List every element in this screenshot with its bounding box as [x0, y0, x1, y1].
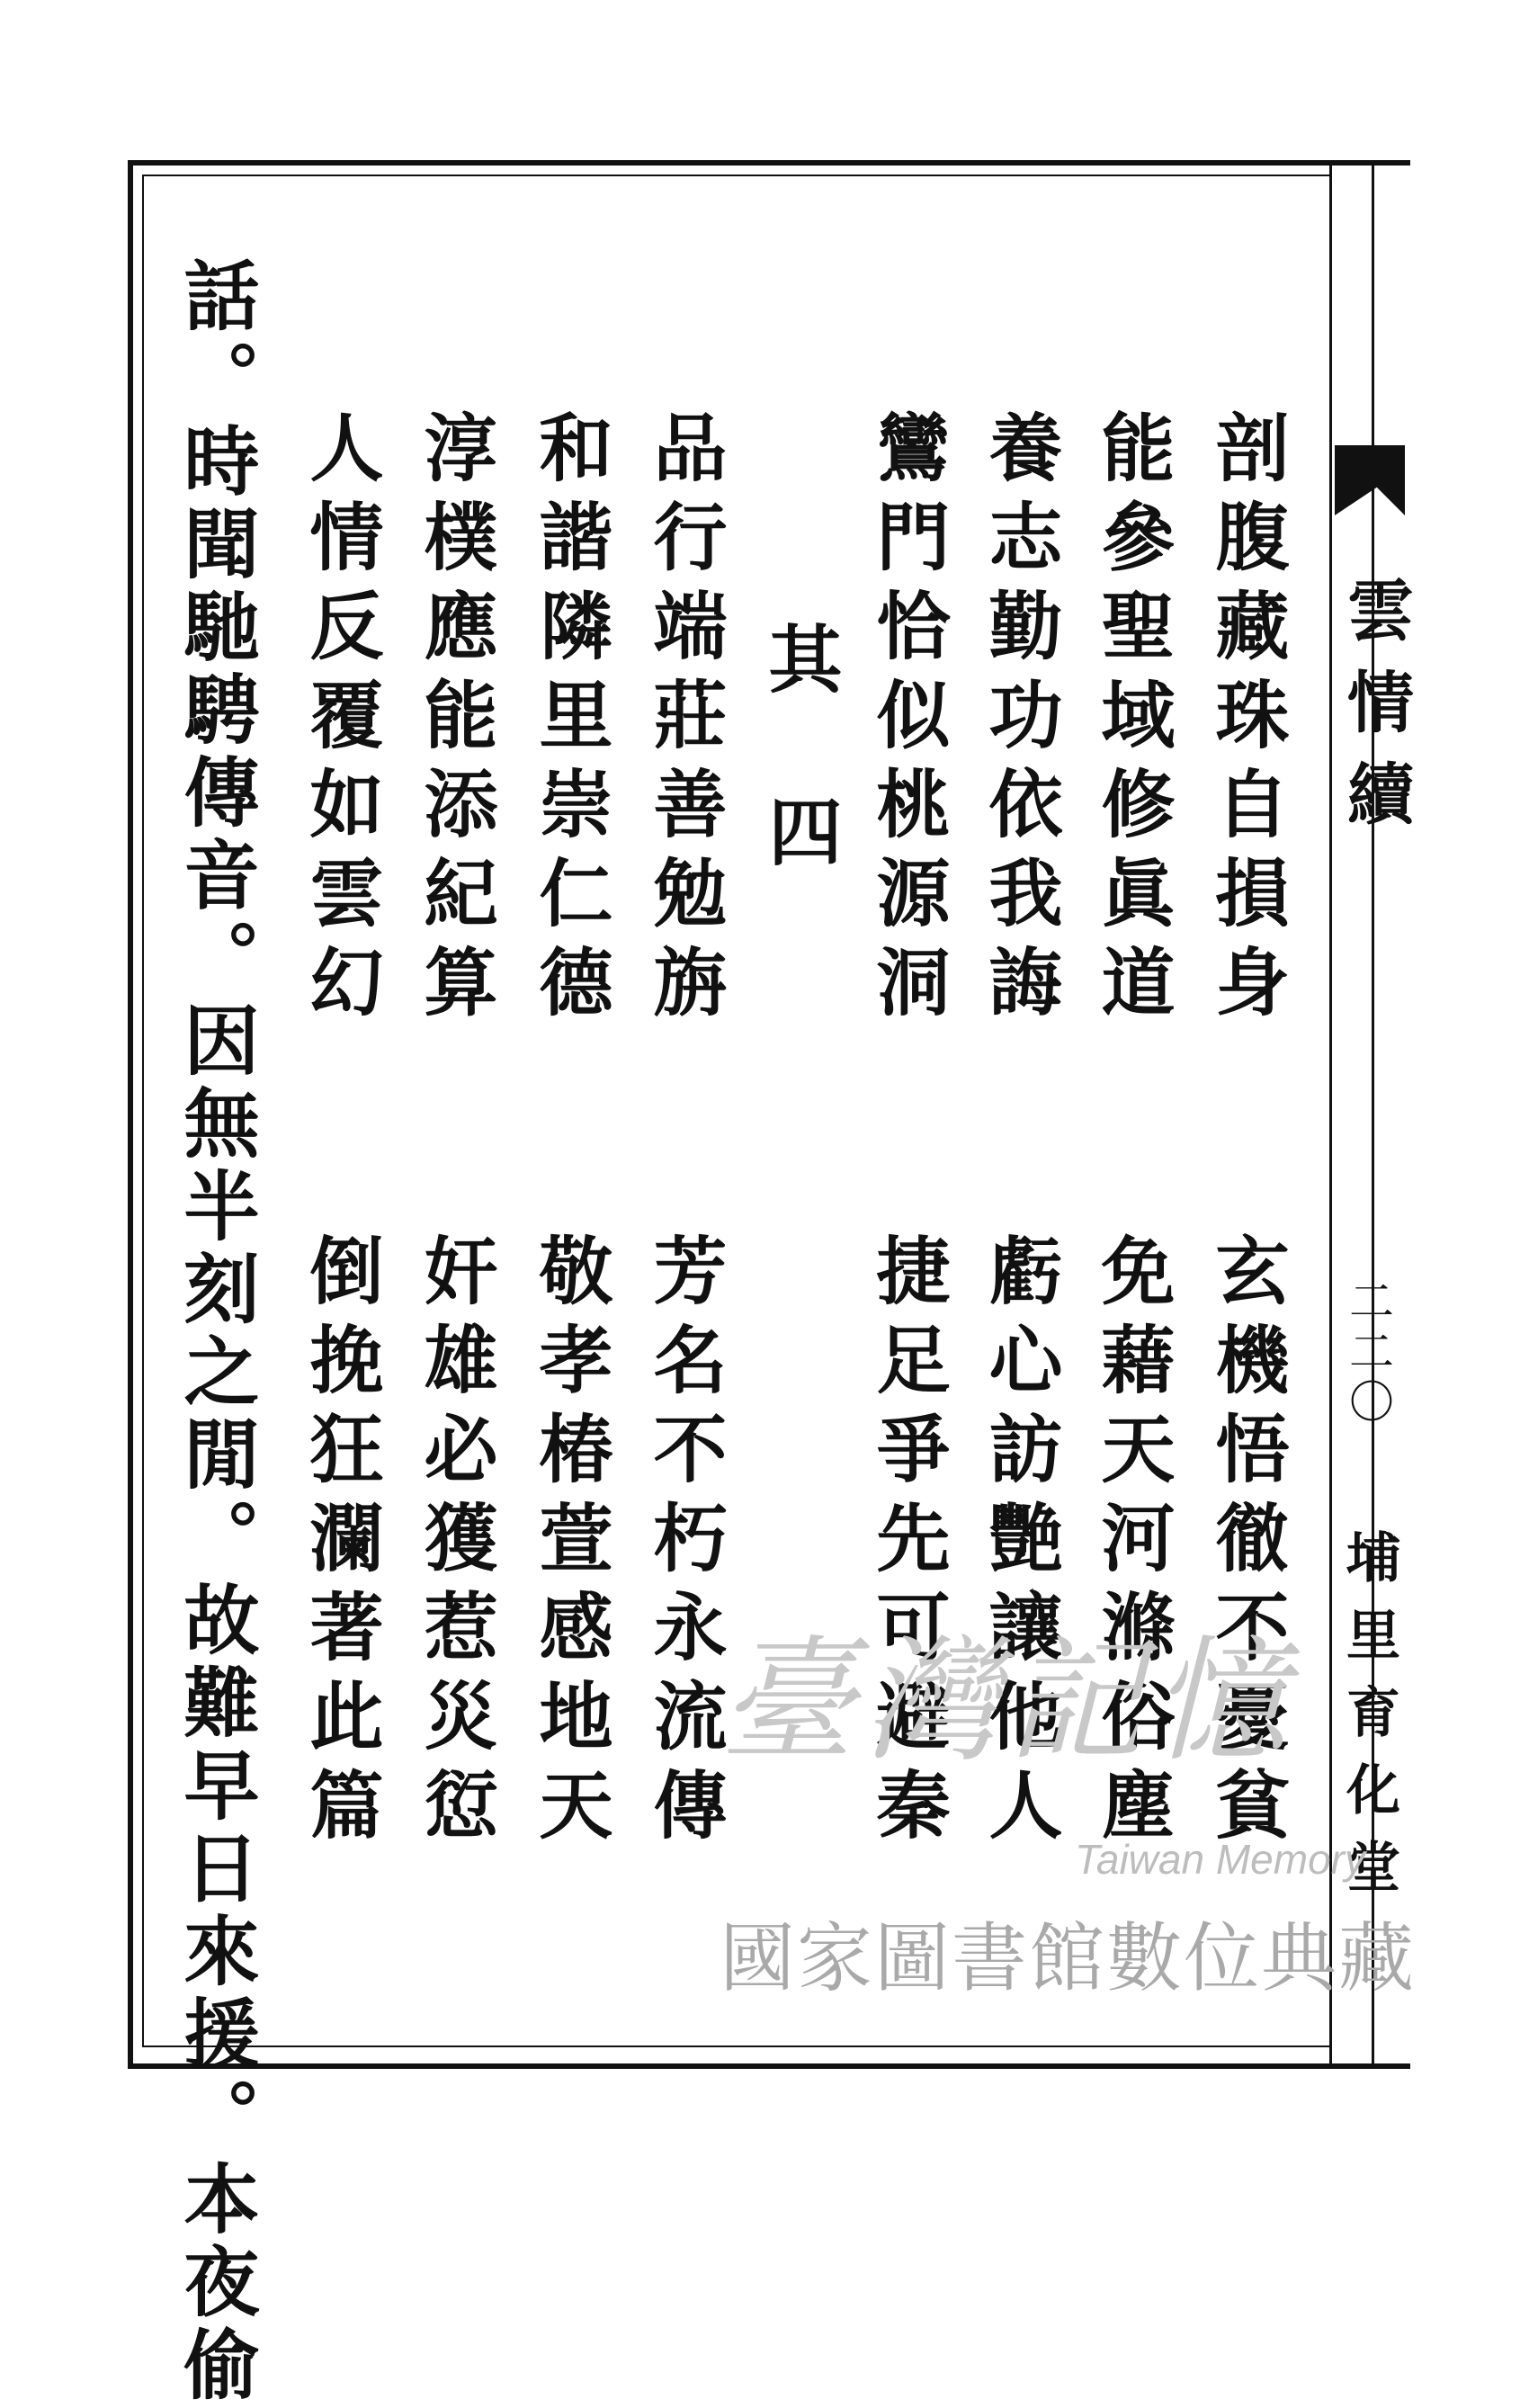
poem4-line3: 和諧隣里崇仁德	[527, 409, 613, 1033]
poem3-line2: 玄機悟徹不憂貧	[1203, 1232, 1290, 1856]
poem4-line6: 奸雄必獲惹災愆	[412, 1232, 498, 1856]
page-number: 二二〇	[1342, 1277, 1394, 1428]
poem3-line4: 免藉天河滌俗塵	[1089, 1232, 1176, 1856]
poem3-line8: 捷足爭先可避秦	[864, 1232, 951, 1856]
poem3-line6: 虧心訪艷讓他人	[977, 1232, 1063, 1856]
spine-rule-left	[1329, 160, 1332, 2063]
poem4-line8: 倒挽狂瀾著此篇	[298, 1232, 384, 1856]
poem3-line1: 剖腹藏珠自損身	[1203, 409, 1290, 1033]
watermark-logo: 臺灣記憶	[720, 1624, 1296, 1780]
poem4-line1: 品行端莊善勉旃	[641, 409, 728, 1033]
poem3-line7: 鸞門恰似桃源洞	[864, 409, 951, 1033]
watermark-latin: Taiwan Memory	[1075, 1836, 1365, 1883]
prose-line: 話。時聞馳騁傳音。因無半刻之閒。故難早日來援。本夜偷	[172, 256, 261, 2408]
poem4-line7: 人情反覆如雲幻	[298, 409, 384, 1033]
spine-title: 雲情續	[1337, 576, 1414, 851]
watermark-line: 國家圖書館數位典藏	[720, 1914, 1417, 2002]
poem4-line5: 淳樸應能添紀算	[412, 409, 498, 1033]
poem4-line4: 敬孝椿萱感地天	[527, 1232, 613, 1856]
poem3-line3: 能參聖域修眞道	[1089, 409, 1176, 1033]
poem3-line5: 養志勤功依我誨	[977, 409, 1063, 1033]
spine-imprint: 埔里育化堂	[1337, 1529, 1400, 1916]
poem4-line2: 芳名不朽永流傳	[641, 1232, 728, 1856]
poem4-heading: 其四	[756, 621, 843, 966]
